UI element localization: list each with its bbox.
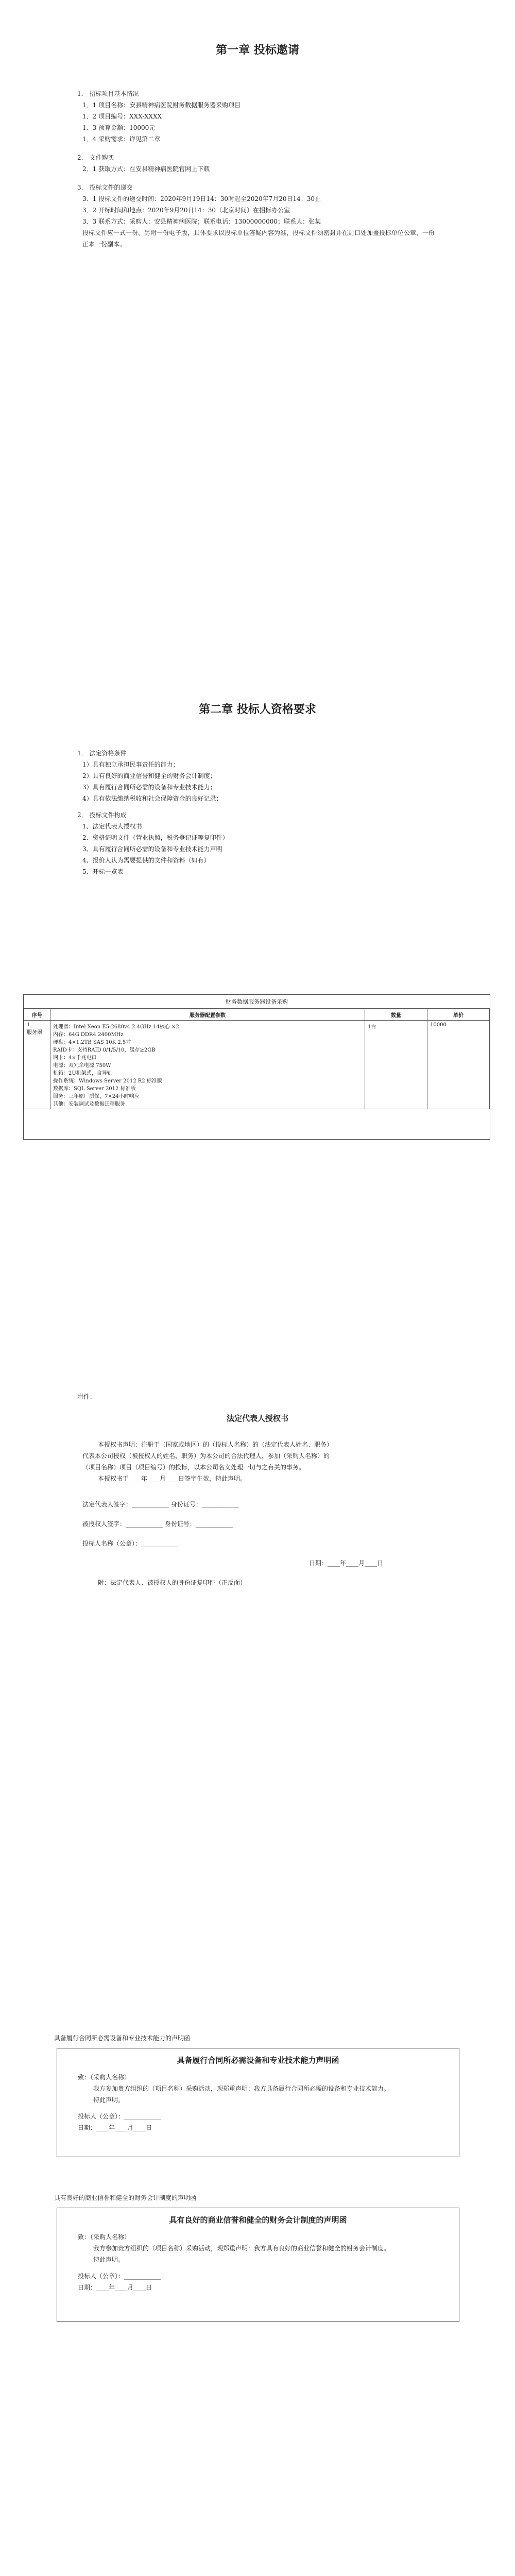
authorization-letter: [0, 1391, 515, 1592]
paragraph: 本授权书于____年____月____日签字生效，特此声明。: [98, 1475, 247, 1482]
declaration-1-frame: [57, 2048, 459, 2157]
date-field: 日期：____年____月____日: [78, 2284, 152, 2291]
list-item: 3．2 开标时间和地点：2020年9月20日14：30（北京时间）在招标办公室: [82, 207, 290, 214]
table-header: 数量: [365, 1009, 427, 1021]
spec-line: 机箱：2U机架式，含导轨: [53, 1071, 112, 1076]
signature-field: 投标人名称（公章）：____________: [82, 1540, 179, 1547]
spec-table: [24, 1009, 490, 1109]
spec-line: 网卡：4×千兆电口: [53, 1055, 97, 1061]
price-cell: 10000: [427, 1021, 490, 1109]
list-item: 1．4 采购需求：详见第二章: [82, 135, 161, 143]
section-heading: 2． 文件购买: [77, 154, 114, 161]
chapter-2-title: 第二章 投标人资格要求: [199, 703, 316, 716]
list-item: 3）具有履行合同所必需的设备和专业技术能力；: [82, 784, 216, 791]
table-row: [24, 1021, 490, 1109]
paragraph: 致：（采购人名称）: [78, 2074, 131, 2081]
chapter-1-title: 第一章 投标邀请: [216, 44, 299, 57]
spec-line: 其他：安装调试及数据迁移服务: [53, 1101, 125, 1107]
signature-field: 投标人（公章）：____________: [78, 2113, 162, 2120]
attachment-label: 附件：: [77, 1393, 96, 1400]
list-item: 1．3 预算金额：10000元: [82, 124, 156, 131]
spec-line: 处理器：Intel Xeon E5-2680v4 2.4GHz 14核心 ×2: [53, 1024, 179, 1030]
list-item: 4、报价人认为需要提供的文件和资料（如有）: [82, 857, 210, 864]
section-heading: 3． 投标文件的递交: [77, 184, 133, 191]
chapter-1: [0, 41, 515, 250]
declaration-2-frame: [57, 2208, 459, 2322]
paragraph: （项目名称）项目（项目编号）的投标，以本公司名义处理一切与之有关的事务。: [82, 1464, 305, 1471]
spec-lines-cell: [50, 1021, 365, 1109]
note: 附：法定代表人、被授权人的身份证复印件（正反面）: [98, 1579, 247, 1586]
spec-table-frame: [23, 994, 490, 1140]
list-item: 1．1 项目名称：安县精神病医院财务数据服务器采购项目: [82, 101, 241, 109]
section-heading: 2． 投标文件构成: [77, 811, 127, 819]
spec-line: 服务：三年原厂质保，7×24小时响应: [53, 1094, 140, 1099]
signature-field: 投标人（公章）：____________: [78, 2273, 162, 2280]
spec-line: 数据库：SQL Server 2012 标准版: [53, 1086, 136, 1092]
list-item: 2．1 获取方式：在安县精神病医院官网上下载: [82, 165, 210, 173]
paragraph: 代表本公司授权（被授权人的姓名、职务）为本公司的合法代理人，参加（采购人名称）的: [82, 1452, 330, 1460]
row-name: 服务器: [27, 1030, 42, 1036]
paragraph: 本授权书声明：注册于（国家或地区）的（投标人名称）的（法定代表人姓名、职务）: [98, 1441, 333, 1448]
list-item: 5、开标一览表: [82, 868, 124, 875]
spec-line: 电源：双冗余电源 750W: [53, 1063, 111, 1069]
list-item: 1）具有独立承担民事责任的能力；: [82, 761, 179, 768]
declaration-2-caption: 具有良好的商业信誉和健全的财务会计制度的声明函: [54, 2194, 197, 2201]
list-item: 1、法定代表人授权书: [82, 823, 142, 830]
spec-line: RAID卡：支持RAID 0/1/5/10，缓存≥2GB: [53, 1047, 156, 1053]
row-number: 1: [27, 1022, 30, 1028]
paragraph: 投标文件应一式一份，另附一份电子版，具体要求以投标单位答疑内容为准，投标文件须密封并在封口处加盖投标单位公章，一份正本一份副本。: [82, 229, 435, 248]
list-item: 1．2 项目编号：XXX-XXXX: [82, 113, 162, 120]
paragraph: 特此声明。: [93, 2096, 125, 2104]
paragraph: 我方参加贵方组织的（项目名称）采购活动，现郑重声明：我方具有良好的商业信誉和健全的财务会计制度。: [93, 2245, 390, 2252]
qty-cell: 1台: [365, 1021, 427, 1109]
signature-field: 法定代表人签字：____________ 身份证号：____________: [82, 1501, 239, 1508]
list-item: 3、具有履行合同所必需的设备和专业技术能力声明: [82, 845, 222, 853]
spec-line: 操作系统：Windows Server 2012 R2 标准版: [53, 1078, 162, 1084]
table-header: 服务器配置参数: [50, 1009, 365, 1021]
declaration-2-title: 具有良好的商业信誉和健全的财务会计制度的声明函: [169, 2215, 347, 2225]
section-heading: 1． 法定资格条件: [77, 750, 127, 757]
paragraph: 特此声明。: [93, 2256, 125, 2263]
list-item: 2）具有良好的商业信誉和健全的财务会计制度；: [82, 772, 216, 779]
section-heading: 1． 招标项目基本情况: [77, 90, 139, 97]
chapter-2: [0, 701, 515, 877]
paragraph: 我方参加贵方组织的（项目名称）采购活动，现郑重声明：我方具备履行合同所必需的设备和专业技术能力。: [93, 2085, 390, 2092]
table-cell: [24, 1021, 50, 1109]
date-field: 日期：____年____月____日: [309, 1560, 384, 1567]
list-item: 2、资格证明文件（营业执照，税务登记证等复印件）: [82, 834, 229, 841]
spec-line: 硬盘：4×1.2TB SAS 10K 2.5寸: [53, 1040, 131, 1045]
spec-line: 内存：64G DDR4 2400MHz: [53, 1032, 124, 1038]
signature-field: 被授权人签字：____________ 身份证号：____________: [82, 1520, 233, 1528]
list-item: 4）具有依法缴纳税收和社会保障资金的良好记录；: [82, 795, 222, 802]
table-header: 序号: [24, 1009, 50, 1021]
table-header: 单价: [427, 1009, 490, 1021]
list-item: 3．3 联系方式：采购人：安县精神病医院；联系电话：13000000000；联系人：张某: [82, 218, 321, 225]
spec-table-caption: 财务数据服务器设备采购: [24, 995, 490, 1009]
declaration-1-caption: 具备履行合同所必需设备和专业技术能力的声明函: [54, 2035, 191, 2042]
list-item: 3．1 投标文件的递交时间：2020年9月19日14：30时起至2020年7月20日14：30止: [82, 195, 321, 202]
authorization-title: 法定代表人授权书: [226, 1414, 288, 1423]
declaration-1-title: 具备履行合同所必需设备和专业技术能力声明函: [177, 2056, 339, 2065]
date-field: 日期：____年____月____日: [78, 2124, 152, 2131]
paragraph: 致：（采购人名称）: [78, 2233, 131, 2241]
